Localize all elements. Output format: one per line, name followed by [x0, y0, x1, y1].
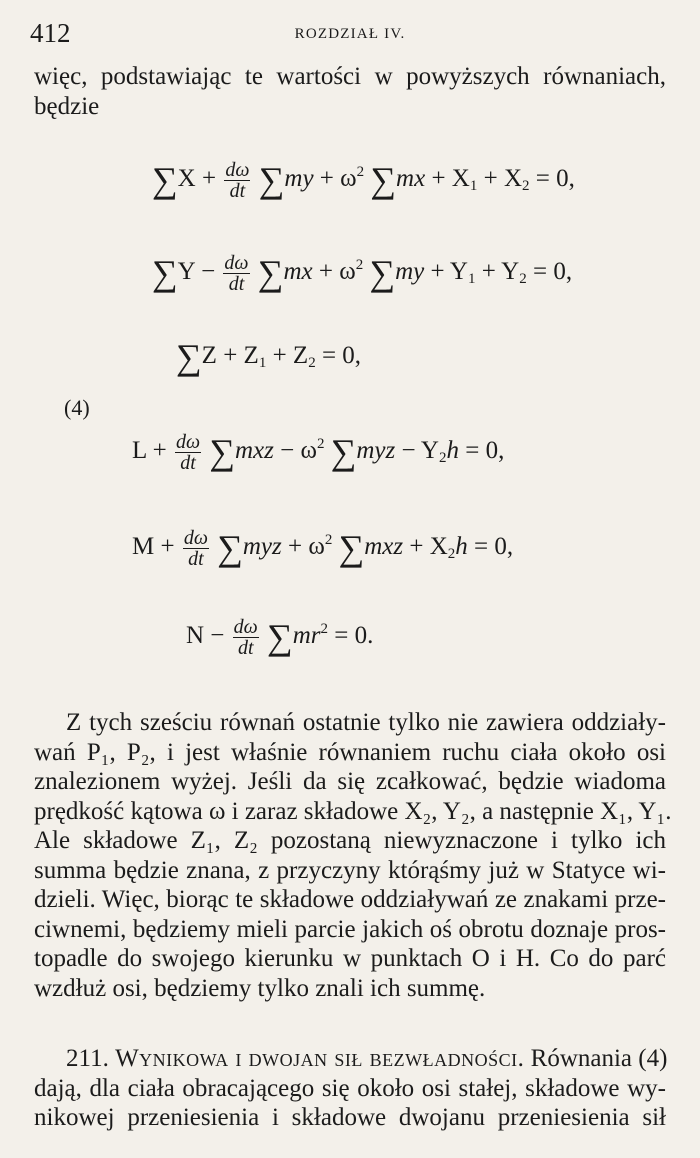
fraction-numerator: dω [183, 527, 208, 549]
equation-term: + ω [319, 165, 357, 193]
equation-term: + X [409, 533, 448, 561]
paragraph-line: Z tych sześciu równań ostatnie tylko nie zawiera oddziały- [66, 709, 666, 736]
subscript: 2 [519, 271, 527, 288]
paragraph-line: znalezionem wyżej. Jeśli da się zcałkować, będzie wiadoma [34, 768, 666, 795]
equation-1 [152, 160, 575, 201]
fraction [224, 160, 250, 201]
equation-term: Y [177, 258, 195, 286]
equation-term: myz [242, 533, 282, 561]
exponent: 2 [316, 436, 325, 453]
exponent: 2 [320, 621, 328, 638]
equation-rhs: = 0, [474, 533, 514, 561]
subscript: 1 [468, 271, 476, 288]
equation-5 [132, 528, 513, 569]
paragraph-line: dają, dla ciała obracającego się około osi stałej, składowe wy- [34, 1074, 666, 1102]
equation-term: h [455, 533, 468, 561]
equation-operator: + [201, 165, 217, 193]
sum-symbol: ∑ [217, 528, 243, 569]
fraction-numerator: dω [224, 252, 249, 274]
sum-symbol: ∑ [267, 617, 293, 658]
equation-term: mx [396, 165, 426, 193]
equation-term: X [177, 165, 196, 193]
equation-term: + ω [288, 533, 325, 561]
fraction-numerator: dω [225, 159, 250, 181]
paragraph-line: prędkość kątowa ω i zaraz składowe X₂, Y₂, a następnie X₁, Y₁. [34, 797, 672, 825]
equation-term: mx [283, 258, 313, 286]
subscript: 2 [439, 450, 447, 467]
sum-symbol: ∑ [257, 253, 284, 294]
equation-rhs: = 0, [532, 258, 573, 286]
paragraph-line: nikowej przeniesienia i składowe dwojanu przeniesienia sił [34, 1104, 666, 1131]
equation-term: Z [201, 342, 217, 369]
fraction-denominator: dt [188, 548, 204, 570]
fraction [175, 432, 201, 473]
fraction-numerator: dω [233, 616, 258, 638]
equation-term: mxz [364, 533, 404, 561]
fraction [233, 617, 259, 658]
equation-number: (4) [64, 395, 90, 420]
equation-term: + Z [272, 342, 309, 369]
paragraph-line: topadle do swojego kierunku w punktach O i H. Co do parć [34, 945, 666, 972]
equation-term: N − [186, 622, 225, 650]
exponent: 2 [324, 532, 333, 549]
sum-symbol: ∑ [369, 253, 396, 294]
sum-symbol: ∑ [152, 253, 178, 294]
sum-symbol: ∑ [338, 528, 365, 569]
equation-rhs: = 0, [321, 342, 362, 369]
page-number: 412 [30, 18, 71, 48]
paragraph-line: ciwnemi, będziemy mieli parcie jakich oś obrotu doznaje pros- [34, 915, 666, 943]
equation-term: my [284, 165, 314, 193]
exponent: 2 [356, 164, 365, 181]
body-paragraph [34, 708, 672, 1003]
equation-term: + Y [481, 258, 520, 286]
equation-term: mxz [235, 437, 274, 465]
section-heading-line [34, 1044, 666, 1074]
section-heading: Wynikowa i dwojan sił bezwładności. [115, 1045, 525, 1072]
intro-line: więc, podstawiając te wartości w powyższych równaniach, [34, 63, 666, 90]
subscript: 2 [308, 355, 316, 371]
equation-term: my [395, 258, 425, 286]
chapter-title: ROZDZIAŁ IV. [294, 26, 406, 42]
equation-term: mr [292, 622, 321, 650]
subscript: 1 [258, 355, 267, 371]
intro-paragraph [34, 62, 666, 121]
equation-3 [176, 337, 362, 377]
fraction-denominator: dt [229, 180, 246, 202]
equation-term: + Y [430, 258, 468, 286]
paragraph-line: wzdłuż osi, będziemy tylko znali ich summę. [34, 974, 486, 1002]
equation-term: h [446, 437, 459, 465]
equation-term: + X [431, 165, 470, 193]
section-number: 211. [66, 1045, 109, 1072]
equation-4 [132, 432, 504, 473]
equation-operator: − [201, 258, 216, 286]
subscript: 2 [447, 546, 456, 563]
intro-line: będzie [34, 92, 100, 120]
exponent: 2 [355, 257, 364, 274]
paragraph-text: Równania (4) [530, 1045, 668, 1072]
paragraph-line: Ale składowe Z₁, Z₂ pozostaną niewyznaczone i tylko ich [34, 827, 666, 854]
subscript: 2 [522, 178, 530, 195]
equation-term: + ω [318, 258, 356, 286]
subscript: 1 [469, 178, 478, 195]
equation-term: − ω [280, 437, 317, 465]
fraction [223, 253, 249, 294]
equation-2 [152, 253, 572, 294]
equation-term: + Z [223, 342, 259, 369]
sum-symbol: ∑ [176, 337, 202, 377]
sum-symbol: ∑ [258, 160, 285, 201]
equation-term: + X [483, 165, 522, 193]
sum-symbol: ∑ [330, 432, 357, 473]
equation-rhs: = 0, [535, 165, 575, 193]
paragraph-line: dzieli. Więc, biorąc te składowe oddziaływań ze znakami prze- [34, 886, 666, 913]
sum-symbol: ∑ [370, 160, 397, 201]
equation-rhs: = 0. [334, 622, 374, 650]
paragraph-line: summa będzie znana, z przyczyny którąśmy już w Statyce wi- [34, 856, 666, 884]
equation-6 [186, 617, 373, 658]
fraction-denominator: dt [228, 273, 245, 295]
paragraph-line: wań P₁, P₂, i jest właśnie równaniem ruchu ciała około osi [34, 738, 666, 766]
fraction-numerator: dω [175, 431, 201, 453]
equation-term: − Y [401, 437, 439, 465]
equation-term: M + [132, 533, 175, 561]
section-211 [34, 1044, 666, 1133]
fraction-denominator: dt [180, 452, 196, 474]
equation-rhs: = 0, [465, 437, 505, 465]
sum-symbol: ∑ [152, 160, 178, 201]
equation-term: L + [132, 437, 167, 465]
fraction [183, 528, 209, 569]
equation-term: myz [356, 437, 396, 465]
sum-symbol: ∑ [209, 432, 235, 473]
running-head [0, 14, 700, 48]
fraction-denominator: dt [237, 637, 254, 659]
